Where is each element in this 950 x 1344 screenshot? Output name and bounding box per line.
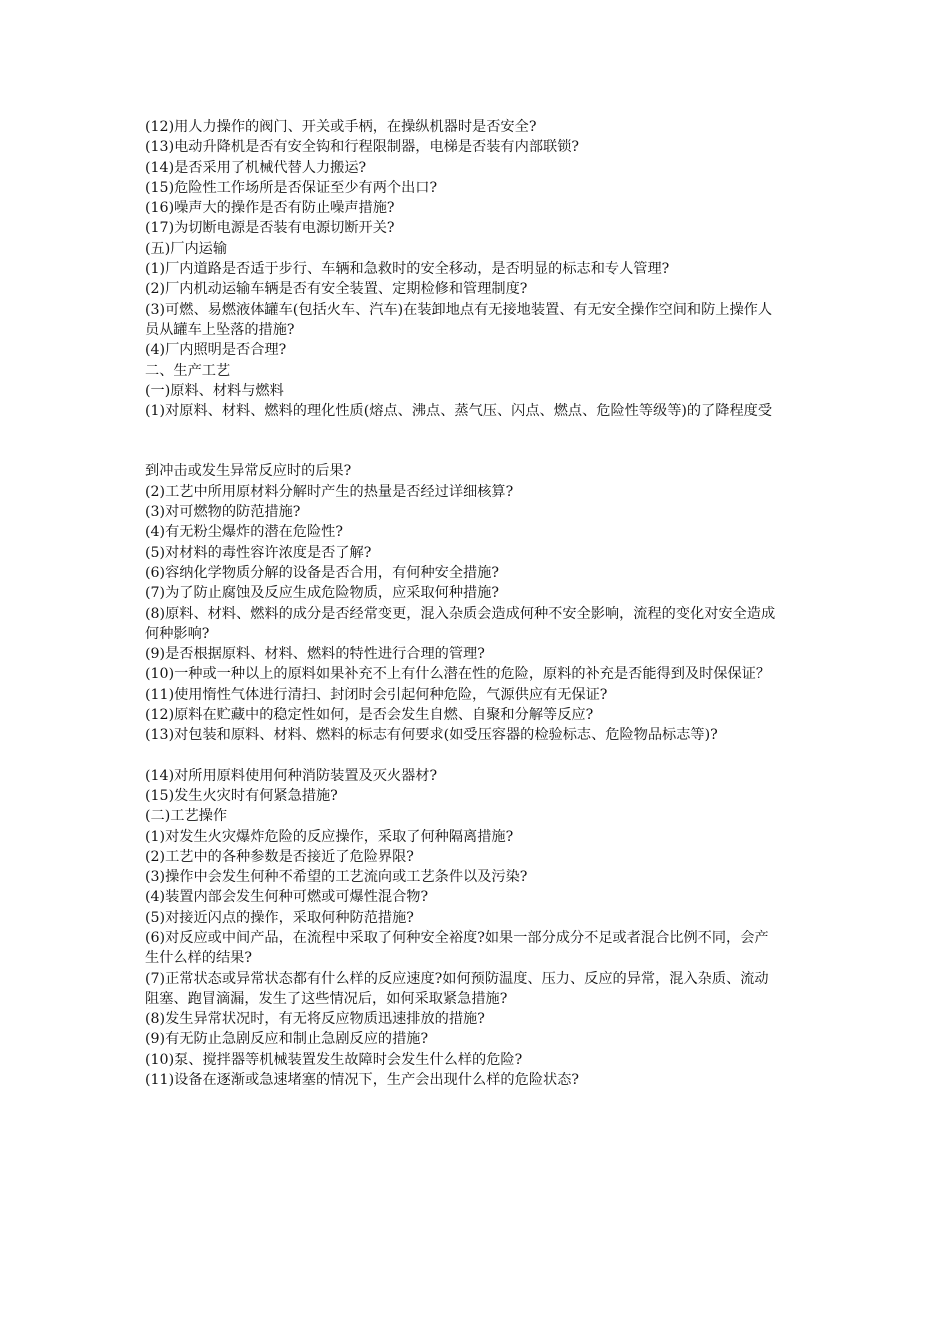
- text-line: (3)操作中会发生何种不希望的工艺流向或工艺条件以及污染?: [145, 869, 528, 886]
- text-line: (6)对反应或中间产品，在流程中采取了何种安全裕度?如果一部分成分不足或者混合比例不同，会产: [145, 929, 769, 946]
- text-line: (5)对接近闪点的操作，采取何种防范措施?: [145, 909, 414, 926]
- text-line: 何种影响?: [145, 625, 210, 642]
- text-line: 二、生产工艺: [145, 362, 231, 379]
- text-line: (10)泵、搅拌器等机械装置发生故障时会发生什么样的危险?: [145, 1051, 523, 1068]
- text-line: (6)容纳化学物质分解的设备是否合用，有何种安全措施?: [145, 564, 500, 581]
- text-line: (4)厂内照明是否合理?: [145, 342, 287, 359]
- text-line: (五)厂内运输: [145, 240, 228, 257]
- text-line: (7)为了防止腐蚀及反应生成危险物质，应采取何种措施?: [145, 585, 500, 602]
- paragraph-gap: [145, 421, 820, 461]
- text-line: 阻塞、跑冒滴漏，发生了这些情况后，如何采取紧急措施?: [145, 990, 508, 1007]
- text-line: (8)发生异常状况时，有无将反应物质迅速排放的措施?: [145, 1011, 485, 1028]
- text-block-1: [145, 117, 820, 421]
- text-line: (12)原料在贮藏中的稳定性如何，是否会发生自燃、自聚和分解等反应?: [145, 707, 594, 724]
- document-body: [145, 117, 820, 1090]
- paragraph-gap: [145, 746, 820, 766]
- text-line: (14)对所用原料使用何种消防装置及灭火器材?: [145, 767, 438, 784]
- text-line: (1)对发生火灾爆炸危险的反应操作，采取了何种隔离措施?: [145, 828, 514, 845]
- text-line: (16)噪声大的操作是否有防止噪声措施?: [145, 200, 395, 217]
- text-line: (1)对原料、材料、燃料的理化性质(熔点、沸点、蒸气压、闪点、燃点、危险性等级等)的了降程度受: [145, 403, 773, 420]
- text-line: (4)有无粉尘爆炸的潜在危险性?: [145, 524, 343, 541]
- text-line: (10)一种或一种以上的原料如果补充不上有什么潜在性的危险，原料的补充是否能得到及时保保证？: [145, 666, 771, 683]
- text-block-2: [145, 461, 820, 745]
- text-line: (1)厂内道路是否适于步行、车辆和急救时的安全移动，是否明显的标志和专人管理?: [145, 261, 670, 278]
- text-line: (3)可燃、易燃液体罐车(包括火车、汽车)在装卸地点有无接地装置、有无安全操作空间和防上操作人: [145, 301, 773, 318]
- text-line: (二)工艺操作: [145, 808, 228, 825]
- text-line: (7)正常状态或异常状态都有什么样的反应速度?如何预防温度、压力、反应的异常，混入杂质、流动: [145, 970, 769, 987]
- text-line: (一)原料、材料与燃料: [145, 382, 284, 399]
- text-line: (9)是否根据原料、材料、燃料的特性进行合理的管理?: [145, 646, 485, 663]
- text-line: (5)对材料的毒性容许浓度是否了解?: [145, 544, 372, 561]
- text-line: (15)危险性工作场所是否保证至少有两个出口?: [145, 179, 438, 196]
- text-line: (4)装置内部会发生何种可燃或可爆性混合物?: [145, 889, 429, 906]
- text-line: (13)对包装和原料、材料、燃料的标志有何要求(如受压容器的检验标志、危险物品标志等)?: [145, 727, 718, 744]
- text-line: 生什么样的结果?: [145, 950, 252, 967]
- text-line: (12)用人力操作的阀门、开关或手柄，在操纵机器时是否安全?: [145, 119, 537, 135]
- text-line: (2)工艺中所用原材料分解时产生的热量是否经过详细核算?: [145, 483, 514, 500]
- text-line: (9)有无防止急剧反应和制止急剧反应的措施?: [145, 1031, 429, 1048]
- text-line: (11)使用惰性气体进行清扫、封闭时会引起何种危险，气源供应有无保证?: [145, 686, 608, 703]
- text-line: (2)工艺中的各种参数是否接近了危险界限?: [145, 848, 414, 865]
- text-line: (13)电动升降机是否有安全钩和行程限制器，电梯是否装有内部联锁?: [145, 139, 579, 156]
- text-line: (8)原料、材料、燃料的成分是否经常变更，混入杂质会造成何种不安全影响，流程的变化对安全造成: [145, 605, 776, 622]
- text-line: (11)设备在逐渐或急速堵塞的情况下，生产会出现什么样的危险状态?: [145, 1072, 579, 1089]
- text-line: (2)厂内机动运输车辆是否有安全装置、定期检修和管理制度?: [145, 281, 528, 298]
- text-block-3: [145, 766, 820, 1091]
- text-line: 到冲击或发生异常反应时的后果?: [145, 463, 352, 480]
- text-line: (15)发生火灾时有何紧急措施?: [145, 787, 338, 804]
- text-line: (3)对可燃物的防范措施?: [145, 504, 301, 521]
- text-line: 员从罐车上坠落的措施?: [145, 321, 295, 338]
- text-line: (17)为切断电源是否装有电源切断开关?: [145, 220, 395, 237]
- text-line: (14)是否采用了机械代替人力搬运?: [145, 159, 367, 176]
